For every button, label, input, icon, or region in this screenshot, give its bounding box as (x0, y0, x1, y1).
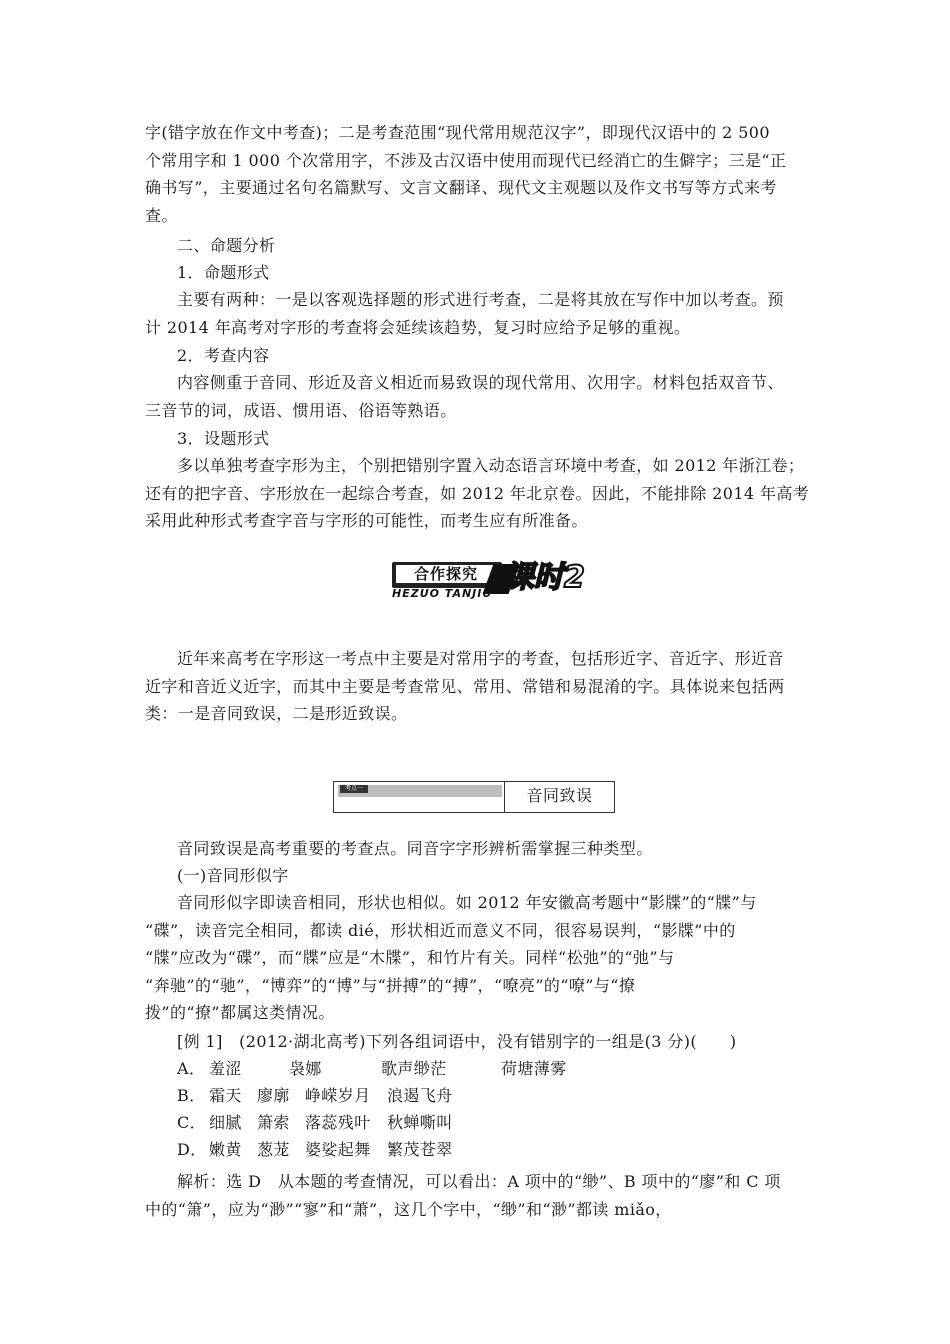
option-item: 细腻 (209, 1113, 242, 1132)
text-line: 近字和音近义近字，而其中主要是考查常见、常用、常错和易混淆的字。具体说来包括两 (145, 676, 785, 696)
subsection-heading-3: 3．设题形式 (177, 429, 270, 448)
text-line: 确书写”，主要通过名句名篇默写、文言文翻译、现代文主观题以及作文书写等方式来考 (145, 178, 777, 197)
option-item: 羞涩 (209, 1059, 242, 1078)
keypoint-label: 音同致误 (526, 786, 593, 805)
option-item: 歌声缈茫 (381, 1059, 447, 1078)
text-line: 个常用字和 1 000 个次常用字，不涉及古汉语中使用而现代已经消亡的生僻字；三是“正 (145, 150, 787, 170)
subsection-1-paragraph (145, 286, 815, 341)
option-item: 浪遏飞舟 (387, 1086, 453, 1105)
text-line: 计 2014 年高考对字形的考查将会延续该趋势，复习时应给予足够的重视。 (145, 317, 691, 337)
example-question: [例 1] (2012·湖北高考)下列各组词语中，没有错别字的一组是(3 分)( ) (177, 1032, 737, 1051)
text-line: 解析：选 D 从本题的考查情况，可以看出：A 项中的“缈”、B 项中的“廖”和 C 项 (177, 1172, 781, 1191)
keypoint-tag: 考点一 (340, 785, 368, 793)
text-line: “碟”，读音完全相同，都读 dié，形状相近而意义不同，很容易误判，“影牒”中的 (145, 920, 736, 940)
section-intro: 音同致误是高考重要的考查点。同音字字形辨析需掌握三种类型。 (177, 839, 653, 858)
keypoint-box (333, 781, 615, 813)
text-line: 内容侧重于音同、形近及音义相近而易致误的现代常用、次用字。材料包括双音节、 (177, 373, 784, 392)
option-item: 袅娜 (289, 1059, 322, 1078)
option-item: 峥嵘岁月 (305, 1086, 371, 1105)
option-letter: A． (177, 1059, 206, 1078)
banner-lesson-label: 课时2 (504, 560, 585, 595)
option-item: 葱茏 (257, 1140, 290, 1159)
section-subheading: (一)音同形似字 (177, 866, 289, 885)
example-analysis (145, 1168, 815, 1223)
text-line: 还有的把字音、字形放在一起综合考查，如 2012 年北京卷。因此，不能排除 2014 年高考 (145, 483, 810, 503)
banner-pinyin: HEZUO TANJIU (392, 587, 493, 600)
text-line: “牒”应改为“碟”，而“牒”应是“木牒”，和竹片有关。同样“松弛”的“弛”与 (145, 948, 675, 967)
overview-paragraph (145, 645, 815, 728)
option-item: 婆娑起舞 (305, 1140, 371, 1159)
option-item: 嫩黄 (209, 1140, 242, 1159)
subsection-3-paragraph (145, 452, 815, 535)
lesson-banner (392, 556, 604, 606)
text-line: 中的“箫”，应为“渺”“寥”和“萧”，这几个字中，“缈”和“渺”都读 miǎo， (145, 1199, 672, 1219)
text-line: “奔驰”的“驰”，“博弈”的“博”与“拼搏”的“搏”，“嘹亮”的“嘹”与“撩 (145, 975, 636, 995)
text-line: 主要有两种：一是以客观选择题的形式进行考查，二是将其放在写作中加以考查。预 (177, 290, 784, 309)
section-body-paragraph (145, 889, 815, 1027)
subsection-2-paragraph (145, 369, 815, 424)
option-d (177, 1136, 453, 1163)
option-item: 廖廓 (257, 1086, 290, 1105)
text-line: 多以单独考查字形为主，个别把错别字置入动态语言环境中考查，如 2012 年浙江卷； (177, 456, 805, 475)
option-letter: C． (177, 1113, 207, 1132)
intro-paragraph (145, 119, 815, 229)
option-item: 繁茂苍翠 (387, 1140, 453, 1159)
text-line: 三音节的词，成语、惯用语、俗语等熟语。 (145, 400, 457, 420)
text-line: 音同形似字即读音相同，形状也相似。如 2012 年安徽高考题中“影牒”的“牒”与 (177, 893, 757, 912)
subsection-heading-1: 1．命题形式 (177, 263, 270, 282)
option-item: 荷塘薄雾 (501, 1059, 567, 1078)
analysis-heading: 二、命题分析 (177, 236, 276, 255)
option-item: 秋蝉嘶叫 (387, 1113, 453, 1132)
option-letter: B． (177, 1086, 206, 1105)
option-letter: D． (177, 1140, 207, 1159)
option-item: 落蕊残叶 (305, 1113, 371, 1132)
text-line: 字(错字放在作文中考查)；二是考查范围“现代常用规范汉字”，即现代汉语中的 2 500 (145, 123, 770, 142)
text-line: 查。 (145, 205, 178, 225)
banner-title: 合作探究 (396, 565, 496, 583)
text-line: 类：一是音同致误，二是形近致误。 (145, 704, 408, 723)
option-a (177, 1055, 567, 1082)
text-line: 采用此种形式考查字音与字形的可能性，而考生应有所准备。 (145, 511, 588, 530)
text-line: 近年来高考在字形这一考点中主要是对常用字的考查，包括形近字、音近字、形近音 (177, 649, 784, 668)
text-line: 拨”的“撩”都属这类情况。 (145, 1003, 335, 1022)
option-b (177, 1082, 453, 1109)
option-item: 霜天 (209, 1086, 242, 1105)
subsection-heading-2: 2．考查内容 (177, 346, 270, 365)
option-c (177, 1109, 453, 1136)
option-item: 箫索 (257, 1113, 290, 1132)
